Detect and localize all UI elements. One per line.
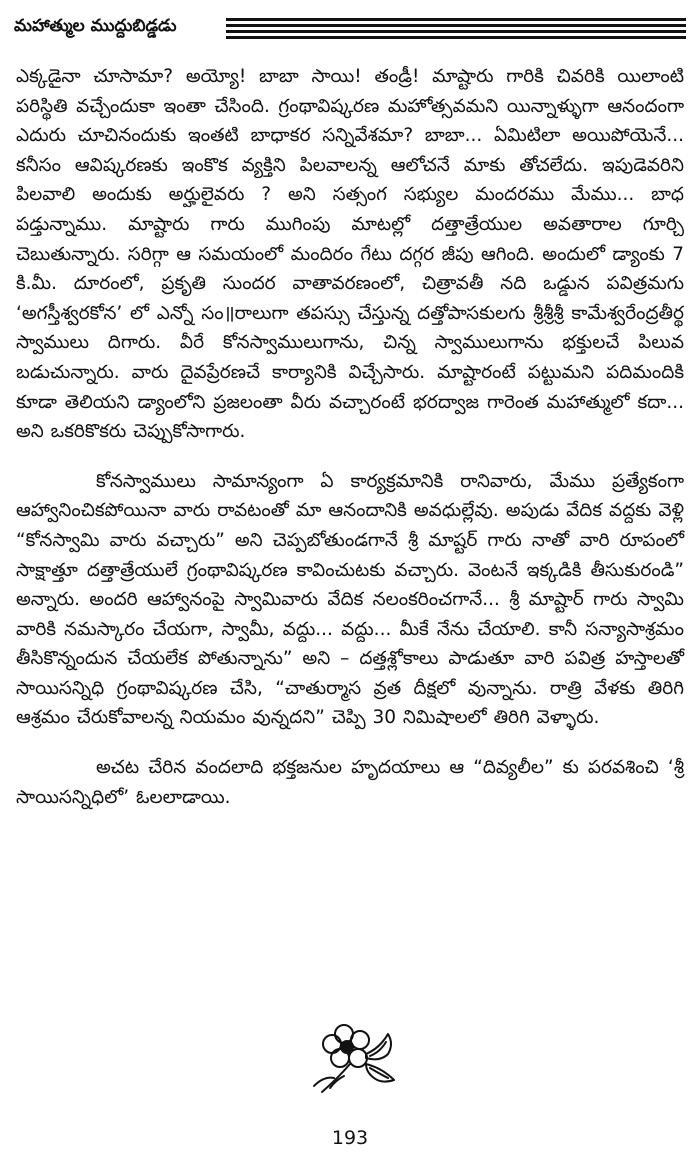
running-title: మహాత్ముల ముద్దుబిడ్డడు — [14, 16, 177, 36]
header-rule — [226, 24, 686, 27]
header-rules — [226, 18, 686, 42]
header-rule — [226, 30, 686, 33]
header-rule — [226, 18, 686, 21]
paragraph: ఎక్కడైనా చూసామా? అయ్యో! బాబా సాయి! తండ్రీ! మాష్టారు గారికి చివరికి యిలాంటి పరిస్థితి వచ్చేందుకా ఇంతా చేసింది. గ్రంథావిష్కరణ మహోత్సవమని యిన్నాళ్ళుగా ఆనందంగా ఎదురు చూచినందుకు ఇంతటి బాధాకర సన్నివేశమా? బాబా... ఏమిటిలా అయిపోయెనే... కనీసం ఆవిష్కరణకు ఇంకొక వ్యక్తిని పిలవాలన్న ఆలోచనే మాకు తోచలేదు. ఇపుడెవరిని పిలవాలి అందుకు అర్హులైవరు ? అని సత్సంగ సభ్యుల మందరము మేము... బాధ పడ్తున్నాము. మాష్టారు గారు ముగింపు మాటల్లో దత్తాత్రేయుల అవతారాల గూర్చి చెబుతున్నారు. సరిగ్గా ఆ సమయంలో మందిరం గేటు దగ్గర జీపు ఆగింది. అందులో డ్యాంకు 7 కి.మీ. దూరంలో, ప్రకృతి సుందర వాతావరణంలో, చిత్రావతీ నది ఒడ్డున పవిత్రమగు ‘అగస్తీశ్వరకోన’ లో ఎన్నో సం॥రాలుగా తపస్సు చేస్తున్న దత్తోపాసకులగు శ్రీశ్రీశ్రీ కామేశ్వరేంద్రతీర్థ స్వాములు దిగారు. వీరే కోనస్వాములుగాను, చిన్న స్వాములుగాను భక్తులచే పిలువ బడుచున్నారు. వారు దైవప్రేరణచే కార్యానికి విచ్చేసారు. మాష్టారంటే పట్టుమని పదిమందికి కూడా తెలియని డ్యాంలోని ప్రజలంతా వీరు వచ్చారంటే భరద్వాజ గారెంత మహాత్ములో కదా... అని ఒకరికొకరు చెప్పుకోసాగారు. — [16, 66, 684, 443]
header-rule — [226, 36, 686, 39]
flower-ornament-icon — [300, 1018, 410, 1096]
paragraph: అచట చేరిన వందలాది భక్తజనుల హృదయాలు ఆ “దివ్యలీల” కు పరవశించి ‘శ్రీ సాయిసన్నిధిలో’ ఓలలాడాయి. — [16, 757, 684, 808]
page-number: 193 — [331, 1127, 369, 1149]
page-header — [14, 6, 686, 50]
body-text — [16, 62, 684, 812]
paragraph: కోనస్వాములు సామాన్యంగా ఏ కార్యక్రమానికి రానివారు, మేము ప్రత్యేకంగా ఆహ్వానించికపోయినా వారు రావటంతో మా ఆనందానికి అవధుల్లేవు. అపుడు వేదిక వద్దకు వెళ్లి “కోనస్వామి వారు వచ్చారు” అని చెప్పబోతుండగానే శ్రీ మాష్టర్ గారు నాతో వారి రూపంలో సాక్షాత్తూ దత్తాత్రేయులే గ్రంథావిష్కరణ కావించుటకు వచ్చారు. వెంటనే ఇక్కడికి తీసుకురండి” అన్నారు. అందరి ఆహ్వానంపై స్వామివారు వేదిక నలంకరించగానే... శ్రీ మాష్టార్ గారు స్వామి వారికి నమస్కారం చేయగా, స్వామీ, వద్దు... వద్దు... మీకే నేను చేయాలి. కానీ సన్యాసాశ్రమం తీసికొన్నందున చేయలేక పోతున్నాను” అని – దత్తశ్లోకాలు పాడుతూ వారి పవిత్ర హస్తాలతో సాయిసన్నిధి గ్రంథావిష్కరణ చేసి, “చాతుర్మాస వ్రత దీక్షలో వున్నాను. రాత్రి వేళకు తిరిగి ఆశ్రమం చేరుకోవాలన్న నియమం వున్నదని” చెప్పి 30 నిమిషాలలో తిరిగి వెళ్ళారు. — [16, 470, 684, 729]
